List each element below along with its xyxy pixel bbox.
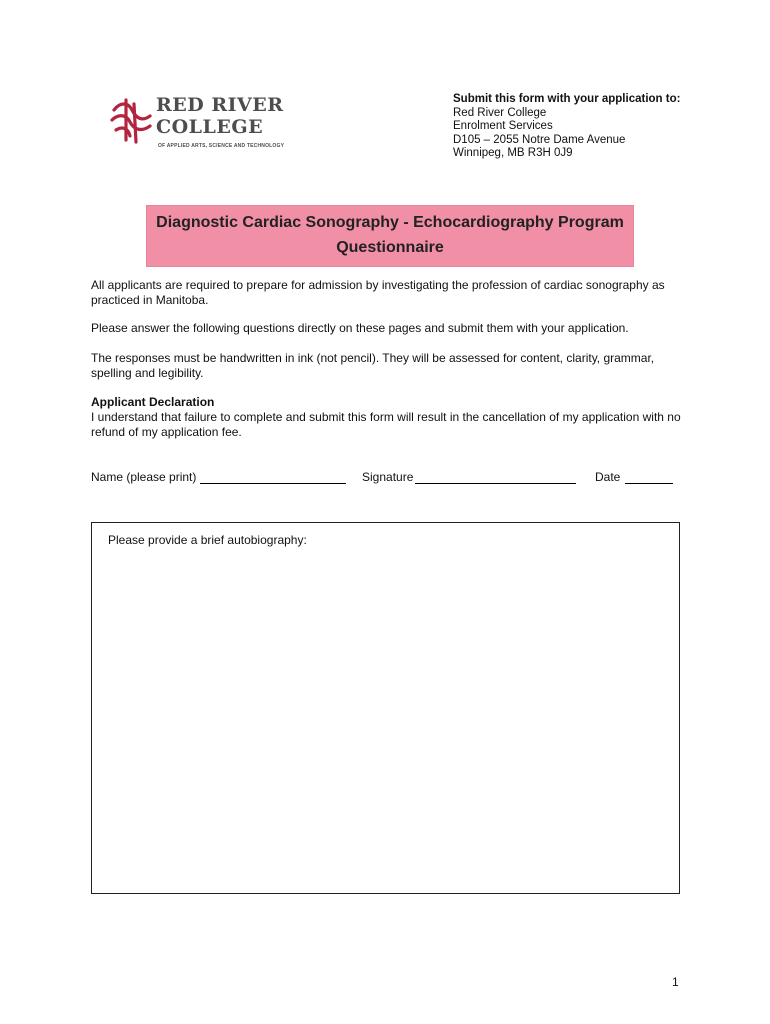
red-river-logo-icon [106, 96, 156, 144]
name-field[interactable] [200, 483, 346, 484]
signature-label: Signature [362, 470, 414, 484]
handwriting-paragraph: The responses must be handwritten in ink (not pencil). They will be assessed for content, clarity, grammar, spelling and legibility. [91, 351, 655, 380]
date-field[interactable] [625, 483, 673, 484]
college-logo [106, 94, 285, 154]
address-line: Winnipeg, MB R3H 0J9 [453, 147, 573, 159]
date-label: Date [595, 470, 621, 484]
autobiography-prompt: Please provide a brief autobiography: [108, 533, 307, 547]
intro-paragraph: All applicants are required to prepare for admission by investigating the profession of cardiac sonography as practiced in Manitoba. [91, 278, 665, 307]
logo-tagline: OF APPLIED ARTS, SCIENCE AND TECHNOLOGY [158, 143, 285, 149]
page-number: 1 [672, 975, 679, 989]
declaration-heading: Applicant Declaration [91, 395, 215, 409]
autobiography-box[interactable] [91, 522, 680, 894]
title-banner [146, 205, 634, 267]
address-line: Red River College [453, 106, 547, 119]
name-label: Name (please print) [91, 470, 197, 484]
logo-text-line2: COLLEGE [156, 116, 264, 138]
submission-address [453, 93, 680, 161]
form-title: Diagnostic Cardiac Sonography - Echocardiography Program [156, 214, 624, 231]
instructions-paragraph: Please answer the following questions directly on these pages and submit them with your application. [91, 321, 629, 335]
form-subtitle: Questionnaire [336, 239, 444, 256]
logo-text-line1: RED RIVER [156, 94, 284, 116]
declaration-text: I understand that failure to complete and submit this form will result in the cancellation of my application with no refund of my application fee. [91, 410, 681, 439]
signature-field[interactable] [415, 483, 576, 484]
address-line: D105 – 2055 Notre Dame Avenue [453, 133, 626, 146]
address-heading: Submit this form with your application to: [453, 93, 681, 105]
address-line: Enrolment Services [453, 120, 553, 132]
